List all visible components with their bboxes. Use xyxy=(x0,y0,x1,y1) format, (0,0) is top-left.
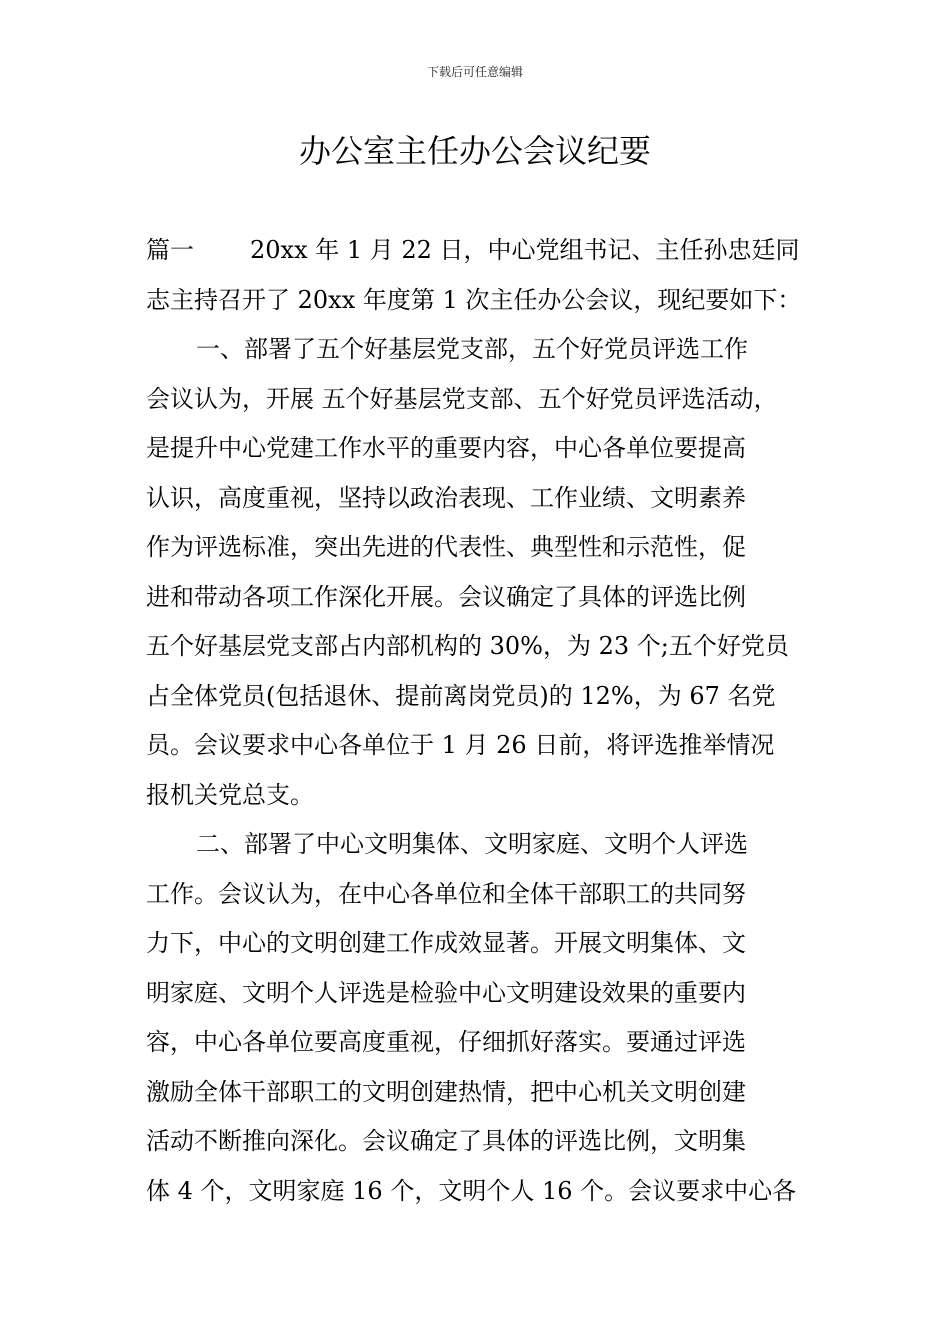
body-line: 工作。会议认为，在中心各单位和全体干部职工的共同努 xyxy=(146,879,746,908)
document-body xyxy=(146,226,810,1216)
body-line: 进和带动各项工作深化开展。会议确定了具体的评选比例 xyxy=(146,582,746,611)
body-line: 明家庭、文明个人评选是检验中心文明建设效果的重要内 xyxy=(146,978,746,1007)
body-line: 力下，中心的文明创建工作成效显著。开展文明集体、文 xyxy=(146,929,746,957)
body-line: 志主持召开了 20xx 年度第 1 次主任办公会议，现纪要如下： xyxy=(146,285,802,314)
body-line: 激励全体干部职工的文明创建热情，把中心机关文明创建 xyxy=(146,1077,746,1106)
body-line: 体 4 个，文明家庭 16 个，文明个人 16 个。会议要求中心各 xyxy=(146,1176,797,1205)
body-line: 活动不断推向深化。会议确定了具体的评选比例，文明集 xyxy=(146,1127,746,1155)
body-line: 占全体党员(包括退休、提前离岗党员)的 12%，为 67 名党 xyxy=(146,681,776,710)
body-line: 五个好基层党支部占内部机构的 30%，为 23 个;五个好党员 xyxy=(146,632,789,660)
body-line: 员。会议要求中心各单位于 1 月 26 日前，将评选推举情况 xyxy=(146,731,775,759)
section-label: 篇一 xyxy=(146,236,194,264)
body-line: 认识，高度重视，坚持以政治表现、工作业绩、文明素养 xyxy=(146,483,746,512)
body-line: 容，中心各单位要高度重视，仔细抓好落实。要通过评选 xyxy=(146,1028,746,1056)
body-line: 一、部署了五个好基层党支部，五个好党员评选工作 xyxy=(196,335,748,363)
body-line xyxy=(146,226,810,276)
line-text: 20xx 年 1 月 22 日，中心党组书记、主任孙忠廷同 xyxy=(250,236,800,264)
body-line: 是提升中心党建工作水平的重要内容，中心各单位要提高 xyxy=(146,434,746,462)
document-title: 办公室主任办公会议纪要 xyxy=(298,132,651,170)
body-line: 二、部署了中心文明集体、文明家庭、文明个人评选 xyxy=(196,830,748,858)
body-line: 报机关党总支。 xyxy=(146,780,314,809)
body-line: 会议认为，开展 五个好基层党支部、五个好党员评选活动， xyxy=(146,384,778,413)
body-line: 作为评选标准，突出先进的代表性、典型性和示范性，促 xyxy=(146,533,746,561)
header-note: 下载后可任意编辑 xyxy=(426,65,523,79)
